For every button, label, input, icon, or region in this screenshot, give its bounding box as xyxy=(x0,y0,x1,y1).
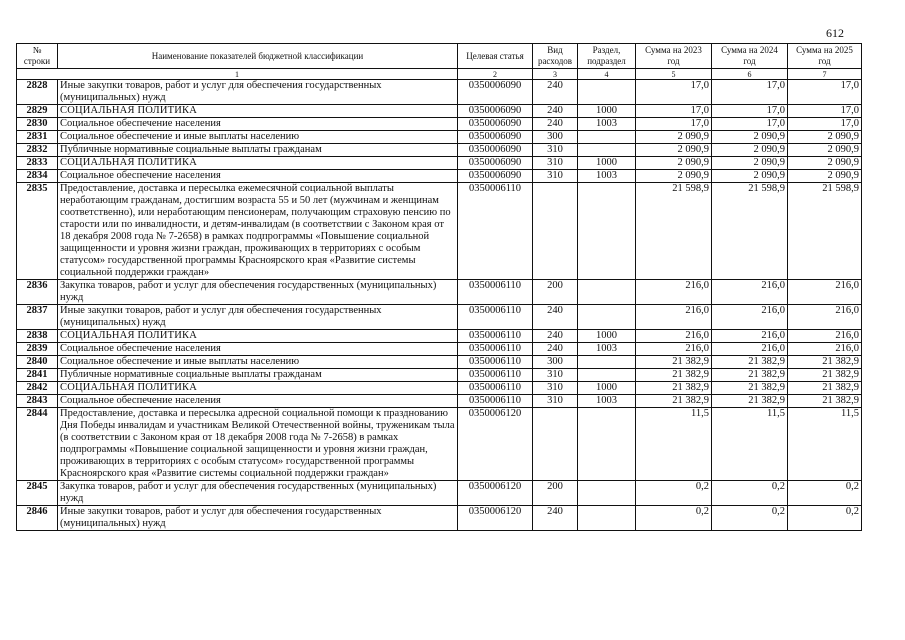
row-sum-2024: 17,0 xyxy=(712,80,788,105)
header-section: Раздел, подраздел xyxy=(578,44,636,69)
row-sum-2025: 216,0 xyxy=(788,280,862,305)
row-sum-2025: 21 382,9 xyxy=(788,382,862,395)
row-sum-2023: 11,5 xyxy=(636,408,712,481)
table-row xyxy=(17,280,862,305)
header-expense-type: Вид расходов xyxy=(533,44,578,69)
row-sum-2023: 216,0 xyxy=(636,330,712,343)
row-sum-2023: 17,0 xyxy=(636,118,712,131)
row-sum-2024: 0,2 xyxy=(712,506,788,531)
column-number: 4 xyxy=(578,69,636,80)
row-sum-2023: 17,0 xyxy=(636,105,712,118)
table-row xyxy=(17,330,862,343)
row-number: 2832 xyxy=(17,144,58,157)
row-target-article: 0350006110 xyxy=(458,369,533,382)
row-expense-type: 310 xyxy=(533,395,578,408)
table-row xyxy=(17,305,862,330)
row-expense-type: 300 xyxy=(533,131,578,144)
row-section xyxy=(578,356,636,369)
row-expense-type: 310 xyxy=(533,382,578,395)
column-number: 5 xyxy=(636,69,712,80)
row-sum-2023: 21 598,9 xyxy=(636,183,712,280)
row-name: Социальное обеспечение и иные выплаты населению xyxy=(58,356,458,369)
row-target-article: 0350006110 xyxy=(458,343,533,356)
table-row xyxy=(17,80,862,105)
row-sum-2025: 21 382,9 xyxy=(788,356,862,369)
row-number: 2843 xyxy=(17,395,58,408)
row-number: 2842 xyxy=(17,382,58,395)
row-sum-2025: 0,2 xyxy=(788,481,862,506)
row-sum-2025: 216,0 xyxy=(788,330,862,343)
row-target-article: 0350006120 xyxy=(458,408,533,481)
row-sum-2023: 21 382,9 xyxy=(636,395,712,408)
row-expense-type: 310 xyxy=(533,369,578,382)
row-target-article: 0350006090 xyxy=(458,105,533,118)
table-row xyxy=(17,382,862,395)
row-name: Закупка товаров, работ и услуг для обеспечения государственных (муниципальных) нужд xyxy=(58,481,458,506)
row-target-article: 0350006090 xyxy=(458,118,533,131)
row-section: 1000 xyxy=(578,330,636,343)
row-expense-type: 310 xyxy=(533,157,578,170)
row-sum-2023: 2 090,9 xyxy=(636,131,712,144)
row-sum-2025: 2 090,9 xyxy=(788,144,862,157)
row-number: 2846 xyxy=(17,506,58,531)
table-row xyxy=(17,506,862,531)
table-row xyxy=(17,118,862,131)
row-section: 1000 xyxy=(578,105,636,118)
row-expense-type: 240 xyxy=(533,343,578,356)
row-sum-2024: 21 382,9 xyxy=(712,382,788,395)
row-sum-2024: 21 382,9 xyxy=(712,395,788,408)
row-section: 1003 xyxy=(578,170,636,183)
row-expense-type: 200 xyxy=(533,481,578,506)
row-target-article: 0350006110 xyxy=(458,305,533,330)
row-name: СОЦИАЛЬНАЯ ПОЛИТИКА xyxy=(58,382,458,395)
row-section xyxy=(578,280,636,305)
row-sum-2025: 0,2 xyxy=(788,506,862,531)
row-target-article: 0350006090 xyxy=(458,131,533,144)
row-name: Иные закупки товаров, работ и услуг для обеспечения государственных (муниципальных) нужд xyxy=(58,506,458,531)
page-number: 612 xyxy=(826,26,844,40)
row-sum-2025: 216,0 xyxy=(788,305,862,330)
row-number: 2833 xyxy=(17,157,58,170)
row-expense-type xyxy=(533,408,578,481)
row-sum-2025: 2 090,9 xyxy=(788,170,862,183)
row-expense-type xyxy=(533,183,578,280)
row-target-article: 0350006110 xyxy=(458,330,533,343)
row-target-article: 0350006120 xyxy=(458,506,533,531)
row-target-article: 0350006090 xyxy=(458,157,533,170)
row-number: 2840 xyxy=(17,356,58,369)
row-sum-2023: 2 090,9 xyxy=(636,157,712,170)
row-name: Социальное обеспечение населения xyxy=(58,343,458,356)
table-row xyxy=(17,105,862,118)
row-number: 2845 xyxy=(17,481,58,506)
row-target-article: 0350006110 xyxy=(458,280,533,305)
row-section xyxy=(578,80,636,105)
row-number: 2841 xyxy=(17,369,58,382)
row-sum-2024: 2 090,9 xyxy=(712,144,788,157)
row-sum-2024: 17,0 xyxy=(712,105,788,118)
row-sum-2025: 2 090,9 xyxy=(788,157,862,170)
row-sum-2025: 21 382,9 xyxy=(788,369,862,382)
row-sum-2023: 2 090,9 xyxy=(636,170,712,183)
row-target-article: 0350006110 xyxy=(458,382,533,395)
row-sum-2023: 17,0 xyxy=(636,80,712,105)
column-number-row xyxy=(17,69,862,80)
row-number: 2835 xyxy=(17,183,58,280)
row-sum-2024: 2 090,9 xyxy=(712,170,788,183)
row-target-article: 0350006110 xyxy=(458,183,533,280)
row-sum-2023: 0,2 xyxy=(636,506,712,531)
row-section xyxy=(578,506,636,531)
row-name: Предоставление, доставка и пересылка адресной социальной помощи к празднованию Дня Победы инвалидам и участникам Великой Отечественной войны, труженикам тыла (в соответствии с Законом края от 18 декабря 2008 года № 7-2658) в рамках подпрограммы «Повышение социальной защищенности и уровня жизни граждан, проживающих в территориях с особым статусом» государственной программы Красноярского края «Развитие системы социальной поддержки граждан» xyxy=(58,408,458,481)
row-number: 2836 xyxy=(17,280,58,305)
row-name: Предоставление, доставка и пересылка ежемесячной социальной выплаты неработающим гражданам, достигшим возраста 55 и 50 лет (мужчинам и женщинам соответственно), или неработающим пенсионерам, получающим страховую пенсию по старости или по инвалидности, и детям-инвалидам (в соответствии с Законом края от 18 декабря 2008 года № 7-2658) в рамках подпрограммы «Повышение социальной защищенности и уровня жизни граждан, проживающих в территориях с особым статусом» государственной программы Красноярского края «Развитие системы социальной поддержки граждан» xyxy=(58,183,458,280)
row-expense-type: 240 xyxy=(533,506,578,531)
row-name: Социальное обеспечение населения xyxy=(58,170,458,183)
table-row xyxy=(17,408,862,481)
row-expense-type: 240 xyxy=(533,105,578,118)
row-sum-2024: 11,5 xyxy=(712,408,788,481)
row-section xyxy=(578,144,636,157)
row-sum-2024: 0,2 xyxy=(712,481,788,506)
row-name: Социальное обеспечение населения xyxy=(58,395,458,408)
row-sum-2024: 2 090,9 xyxy=(712,131,788,144)
table-row xyxy=(17,356,862,369)
row-target-article: 0350006110 xyxy=(458,356,533,369)
row-expense-type: 240 xyxy=(533,118,578,131)
column-number: 3 xyxy=(533,69,578,80)
row-name: Публичные нормативные социальные выплаты гражданам xyxy=(58,369,458,382)
row-section: 1000 xyxy=(578,382,636,395)
row-number: 2829 xyxy=(17,105,58,118)
table-row xyxy=(17,157,862,170)
row-section xyxy=(578,408,636,481)
row-sum-2023: 0,2 xyxy=(636,481,712,506)
header-row-no: № строки xyxy=(17,44,58,69)
row-name: СОЦИАЛЬНАЯ ПОЛИТИКА xyxy=(58,157,458,170)
row-name: Социальное обеспечение и иные выплаты населению xyxy=(58,131,458,144)
row-target-article: 0350006090 xyxy=(458,80,533,105)
row-sum-2024: 21 598,9 xyxy=(712,183,788,280)
row-number: 2839 xyxy=(17,343,58,356)
row-sum-2024: 216,0 xyxy=(712,305,788,330)
table-row xyxy=(17,144,862,157)
row-sum-2023: 21 382,9 xyxy=(636,356,712,369)
row-name: Социальное обеспечение населения xyxy=(58,118,458,131)
column-number: 1 xyxy=(17,69,458,80)
header-name: Наименование показателей бюджетной классификации xyxy=(58,44,458,69)
row-sum-2025: 17,0 xyxy=(788,105,862,118)
row-expense-type: 200 xyxy=(533,280,578,305)
row-number: 2834 xyxy=(17,170,58,183)
row-section xyxy=(578,481,636,506)
row-expense-type: 240 xyxy=(533,80,578,105)
table-row xyxy=(17,183,862,280)
row-section xyxy=(578,183,636,280)
row-section: 1000 xyxy=(578,157,636,170)
row-target-article: 0350006090 xyxy=(458,170,533,183)
table-row xyxy=(17,369,862,382)
row-sum-2023: 21 382,9 xyxy=(636,382,712,395)
table-row xyxy=(17,395,862,408)
row-section: 1003 xyxy=(578,343,636,356)
row-sum-2025: 17,0 xyxy=(788,80,862,105)
row-expense-type: 240 xyxy=(533,305,578,330)
row-section xyxy=(578,369,636,382)
table-header-row xyxy=(17,44,862,69)
row-sum-2024: 216,0 xyxy=(712,280,788,305)
row-sum-2023: 216,0 xyxy=(636,305,712,330)
row-number: 2844 xyxy=(17,408,58,481)
column-number: 6 xyxy=(712,69,788,80)
row-sum-2025: 21 382,9 xyxy=(788,395,862,408)
row-name: СОЦИАЛЬНАЯ ПОЛИТИКА xyxy=(58,330,458,343)
row-name: Закупка товаров, работ и услуг для обеспечения государственных (муниципальных) нужд xyxy=(58,280,458,305)
row-target-article: 0350006110 xyxy=(458,395,533,408)
row-sum-2025: 11,5 xyxy=(788,408,862,481)
row-sum-2024: 21 382,9 xyxy=(712,356,788,369)
row-name: Иные закупки товаров, работ и услуг для обеспечения государственных (муниципальных) нужд xyxy=(58,305,458,330)
row-target-article: 0350006090 xyxy=(458,144,533,157)
row-sum-2023: 216,0 xyxy=(636,343,712,356)
table-row xyxy=(17,343,862,356)
row-expense-type: 310 xyxy=(533,144,578,157)
row-sum-2023: 21 382,9 xyxy=(636,369,712,382)
row-sum-2023: 216,0 xyxy=(636,280,712,305)
row-target-article: 0350006120 xyxy=(458,481,533,506)
row-section xyxy=(578,305,636,330)
table-row xyxy=(17,170,862,183)
row-sum-2024: 21 382,9 xyxy=(712,369,788,382)
row-number: 2830 xyxy=(17,118,58,131)
budget-table xyxy=(16,43,862,531)
header-sum-2023: Сумма на 2023 год xyxy=(636,44,712,69)
header-sum-2025: Сумма на 2025 год xyxy=(788,44,862,69)
row-section: 1003 xyxy=(578,118,636,131)
header-target-article: Целевая статья xyxy=(458,44,533,69)
table-row xyxy=(17,481,862,506)
row-sum-2024: 17,0 xyxy=(712,118,788,131)
header-sum-2024: Сумма на 2024 год xyxy=(712,44,788,69)
row-expense-type: 310 xyxy=(533,170,578,183)
row-sum-2025: 216,0 xyxy=(788,343,862,356)
row-sum-2025: 17,0 xyxy=(788,118,862,131)
row-sum-2023: 2 090,9 xyxy=(636,144,712,157)
row-number: 2838 xyxy=(17,330,58,343)
row-name: СОЦИАЛЬНАЯ ПОЛИТИКА xyxy=(58,105,458,118)
row-sum-2024: 2 090,9 xyxy=(712,157,788,170)
row-section: 1003 xyxy=(578,395,636,408)
row-name: Публичные нормативные социальные выплаты гражданам xyxy=(58,144,458,157)
column-number: 7 xyxy=(788,69,862,80)
row-sum-2025: 21 598,9 xyxy=(788,183,862,280)
table-row xyxy=(17,131,862,144)
row-sum-2024: 216,0 xyxy=(712,343,788,356)
row-expense-type: 300 xyxy=(533,356,578,369)
row-section xyxy=(578,131,636,144)
row-expense-type: 240 xyxy=(533,330,578,343)
row-number: 2831 xyxy=(17,131,58,144)
column-number: 2 xyxy=(458,69,533,80)
row-sum-2025: 2 090,9 xyxy=(788,131,862,144)
row-number: 2837 xyxy=(17,305,58,330)
row-sum-2024: 216,0 xyxy=(712,330,788,343)
row-name: Иные закупки товаров, работ и услуг для обеспечения государственных (муниципальных) нужд xyxy=(58,80,458,105)
row-number: 2828 xyxy=(17,80,58,105)
